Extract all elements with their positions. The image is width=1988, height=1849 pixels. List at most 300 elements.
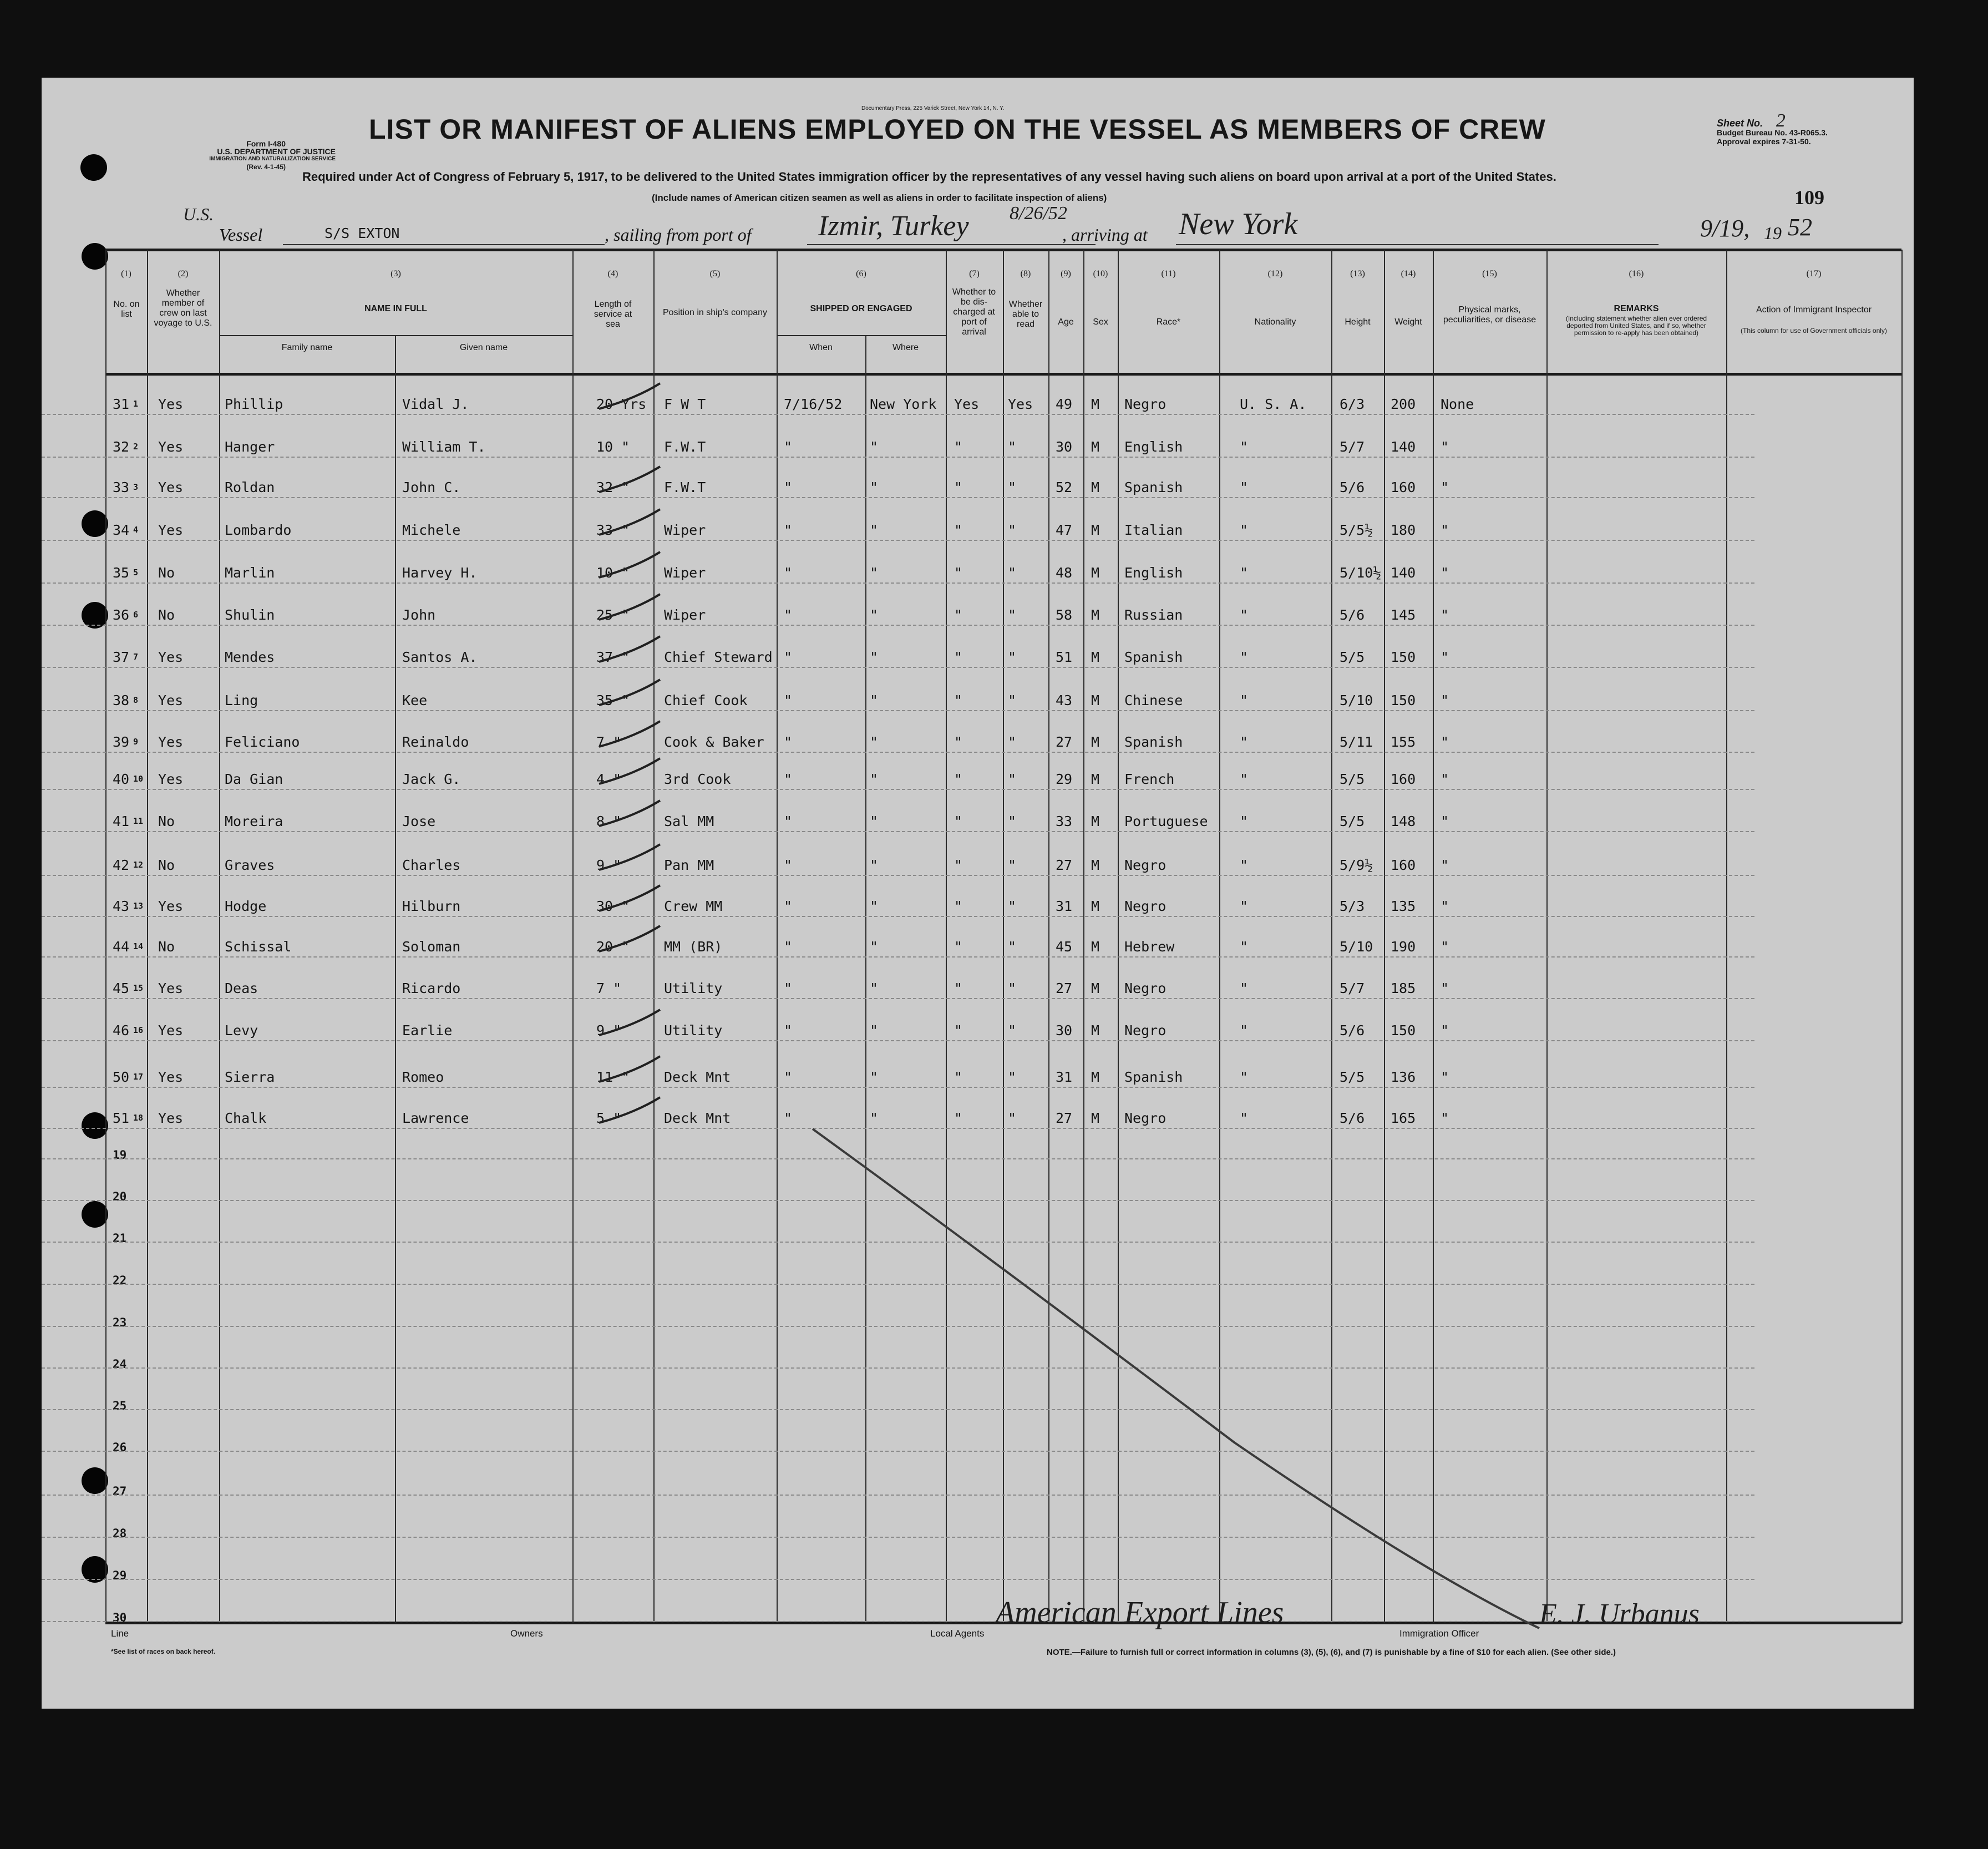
family-name: Hanger (225, 439, 275, 455)
list-number: 31 (113, 396, 130, 412)
family-name: Levy (225, 1022, 258, 1039)
weight: 185 (1391, 980, 1416, 996)
col-12-label: Nationality (1254, 317, 1296, 327)
length-of-service: 8 " (596, 813, 622, 829)
physical-marks: " (1441, 771, 1449, 787)
given-name: Hilburn (402, 898, 461, 914)
page-title: LIST OR MANIFEST OF ALIENS EMPLOYED ON THE VESSEL AS MEMBERS OF CREW (369, 114, 1546, 145)
col-5-number: (5) (709, 269, 721, 278)
crew-member-last-voyage: Yes (158, 898, 184, 914)
physical-marks: " (1441, 479, 1449, 495)
shipped-where: " (870, 939, 879, 955)
sex: M (1091, 479, 1100, 495)
age: 30 (1056, 1022, 1073, 1039)
shipped-where: " (870, 857, 879, 873)
race: Negro (1124, 857, 1167, 873)
weight: 148 (1391, 813, 1416, 829)
age: 43 (1056, 692, 1073, 708)
family-name: Moreira (225, 813, 283, 829)
able-to-read: " (1008, 939, 1017, 955)
nationality: " (1240, 939, 1249, 955)
height: 5/10 (1340, 939, 1373, 955)
list-number: 32 (113, 439, 130, 455)
able-to-read: Yes (1008, 396, 1033, 412)
col-3-sub-given: Given name (459, 343, 508, 352)
blank-line-number: 25 (113, 1399, 127, 1412)
discharged-at-arrival: " (954, 479, 963, 495)
age: 49 (1056, 396, 1073, 412)
shipped-where: " (870, 565, 879, 581)
length-of-service: 7 " (596, 734, 622, 750)
race: Spanish (1124, 649, 1183, 665)
age: 58 (1056, 607, 1073, 623)
sail-date: 8/26/52 (1010, 203, 1067, 224)
col-8-number: (8) (1020, 269, 1031, 278)
length-of-service: 5 " (596, 1110, 622, 1126)
shipped-when: " (784, 857, 793, 873)
family-name: Mendes (225, 649, 275, 665)
race: Russian (1124, 607, 1183, 623)
weight: 135 (1391, 898, 1416, 914)
height: 5/6 (1340, 479, 1365, 495)
length-of-service: 30 " (596, 898, 630, 914)
physical-marks: " (1441, 857, 1449, 873)
able-to-read: " (1008, 1110, 1017, 1126)
nationality: " (1240, 898, 1249, 914)
vessel-prefix-mark: U.S. (183, 204, 214, 224)
position-in-company: Wiper (664, 607, 706, 623)
weight: 150 (1391, 692, 1416, 708)
original-line-number: 7 (133, 652, 139, 662)
discharged-at-arrival: " (954, 1110, 963, 1126)
position-in-company: F W T (664, 396, 706, 412)
able-to-read: " (1008, 980, 1017, 996)
crew-member-last-voyage: Yes (158, 522, 184, 538)
list-number: 34 (113, 522, 130, 538)
col-3-sub-family: Family name (281, 343, 333, 352)
position-in-company: MM (BR) (664, 939, 723, 955)
shipped-when: 7/16/52 (784, 396, 843, 412)
port-to: New York (1179, 207, 1298, 241)
sex: M (1091, 939, 1100, 955)
family-name: Sierra (225, 1069, 275, 1085)
blank-line-number: 20 (113, 1190, 127, 1203)
col-17-label: Action of Immigrant Inspector (1756, 305, 1872, 315)
sailing-label: , sailing from port of (605, 225, 752, 245)
age: 27 (1056, 1110, 1073, 1126)
position-in-company: Utility (664, 1022, 723, 1039)
position-in-company: Cook & Baker (664, 734, 764, 750)
able-to-read: " (1008, 607, 1017, 623)
family-name: Phillip (225, 396, 283, 412)
col-9-label: Age (1058, 317, 1074, 327)
original-line-number: 4 (133, 525, 139, 535)
position-in-company: 3rd Cook (664, 771, 731, 787)
arrival-date: 9/19, (1700, 215, 1750, 242)
list-number: 40 (113, 771, 130, 787)
original-line-number: 2 (133, 442, 139, 452)
race: Negro (1124, 1022, 1167, 1039)
col-15-label: Physical marks, peculiarities, or disease (1443, 305, 1536, 325)
sex: M (1091, 857, 1100, 873)
shipped-when: " (784, 813, 793, 829)
list-number: 37 (113, 649, 130, 665)
original-line-number: 16 (133, 1025, 144, 1035)
arriving-label: , arriving at (1062, 225, 1148, 245)
position-in-company: F.W.T (664, 479, 706, 495)
col-8-label: Whether able to read (1008, 300, 1043, 329)
vessel-name: S/S EXTON (324, 225, 400, 241)
sheet-number: 2 (1776, 110, 1786, 131)
length-of-service: 37 " (596, 649, 630, 665)
position-in-company: Deck Mnt (664, 1069, 731, 1085)
col-4-label: Length of service at sea (594, 300, 632, 329)
crew-member-last-voyage: Yes (158, 734, 184, 750)
family-name: Deas (225, 980, 258, 996)
family-name: Da Gian (225, 771, 283, 787)
position-in-company: Sal MM (664, 813, 714, 829)
list-number: 51 (113, 1110, 130, 1126)
shipped-when: " (784, 898, 793, 914)
col-7-label: Whether to be dis-charged at port of arrival (952, 287, 996, 337)
given-name: Lawrence (402, 1110, 469, 1126)
sex: M (1091, 396, 1100, 412)
height: 5/7 (1340, 439, 1365, 455)
approval-expiry: Approval expires 7-31-50. (1717, 137, 1811, 146)
physical-marks: " (1441, 980, 1449, 996)
height: 6/3 (1340, 396, 1365, 412)
position-in-company: Deck Mnt (664, 1110, 731, 1126)
family-name: Roldan (225, 479, 275, 495)
col-1-number: (1) (121, 269, 131, 278)
col-6-sub-where: Where (892, 343, 919, 352)
race: Negro (1124, 396, 1167, 412)
age: 29 (1056, 771, 1073, 787)
nationality: " (1240, 1022, 1249, 1039)
blank-line-number: 28 (113, 1527, 127, 1540)
col-10-number: (10) (1093, 269, 1108, 278)
col-14-label: Weight (1394, 317, 1422, 327)
race: Hebrew (1124, 939, 1175, 955)
family-name: Schissal (225, 939, 292, 955)
blank-line-number: 21 (113, 1232, 127, 1245)
col-6-number: (6) (856, 269, 866, 278)
able-to-read: " (1008, 522, 1017, 538)
height: 5/5½ (1340, 522, 1373, 538)
race: Spanish (1124, 1069, 1183, 1085)
height: 5/6 (1340, 607, 1365, 623)
height: 5/5 (1340, 813, 1365, 829)
list-number: 41 (113, 813, 130, 829)
original-line-number: 18 (133, 1113, 144, 1123)
discharged-at-arrival: " (954, 565, 963, 581)
crew-member-last-voyage: Yes (158, 980, 184, 996)
shipped-where: " (870, 479, 879, 495)
given-name: Earlie (402, 1022, 453, 1039)
line-label: Line (111, 1628, 129, 1639)
length-of-service: 10 " (596, 439, 630, 455)
physical-marks: " (1441, 813, 1449, 829)
physical-marks: " (1441, 1069, 1449, 1085)
list-number: 39 (113, 734, 130, 750)
crew-member-last-voyage: No (158, 813, 175, 829)
blank-line-number: 29 (113, 1569, 127, 1582)
sex: M (1091, 522, 1100, 538)
height: 5/5 (1340, 649, 1365, 665)
crew-member-last-voyage: Yes (158, 439, 184, 455)
list-number: 35 (113, 565, 130, 581)
crew-member-last-voyage: Yes (158, 649, 184, 665)
shipped-when: " (784, 522, 793, 538)
age: 51 (1056, 649, 1073, 665)
physical-marks: " (1441, 649, 1449, 665)
physical-marks: " (1441, 898, 1449, 914)
col-9-number: (9) (1061, 269, 1071, 278)
age: 52 (1056, 479, 1073, 495)
blank-line-number: 22 (113, 1274, 127, 1287)
blank-line-number: 26 (113, 1441, 127, 1454)
nationality: " (1240, 1069, 1249, 1085)
sex: M (1091, 771, 1100, 787)
discharged-at-arrival: " (954, 649, 963, 665)
list-number: 44 (113, 939, 130, 955)
given-name: Soloman (402, 939, 461, 955)
officer-label: Immigration Officer (1399, 1628, 1479, 1639)
weight: 160 (1391, 479, 1416, 495)
length-of-service: 32 " (596, 479, 630, 495)
age: 31 (1056, 898, 1073, 914)
crew-member-last-voyage: No (158, 565, 175, 581)
length-of-service: 33 " (596, 522, 630, 538)
family-name: Marlin (225, 565, 275, 581)
discharged-at-arrival: " (954, 692, 963, 708)
col-2-number: (2) (178, 269, 189, 278)
nationality: " (1240, 607, 1249, 623)
shipped-where: " (870, 813, 879, 829)
able-to-read: " (1008, 857, 1017, 873)
list-number: 43 (113, 898, 130, 914)
discharged-at-arrival: " (954, 522, 963, 538)
race: Portuguese (1124, 813, 1208, 829)
physical-marks: " (1441, 522, 1449, 538)
able-to-read: " (1008, 734, 1017, 750)
given-name: Vidal J. (402, 396, 469, 412)
sex: M (1091, 1110, 1100, 1126)
crew-member-last-voyage: Yes (158, 1110, 184, 1126)
weight: 160 (1391, 771, 1416, 787)
physical-marks: " (1441, 565, 1449, 581)
crew-member-last-voyage: Yes (158, 479, 184, 495)
col-12-number: (12) (1267, 269, 1283, 278)
col-3-number: (3) (390, 269, 401, 278)
length-of-service: 11 " (596, 1069, 630, 1085)
age: 27 (1056, 857, 1073, 873)
weight: 165 (1391, 1110, 1416, 1126)
crew-member-last-voyage: Yes (158, 692, 184, 708)
original-line-number: 3 (133, 482, 139, 492)
owners-label: Owners (510, 1628, 543, 1639)
sex: M (1091, 734, 1100, 750)
position-in-company: Wiper (664, 565, 706, 581)
col-5-label: Position in ship's company (662, 308, 768, 317)
height: 5/7 (1340, 980, 1365, 996)
family-name: Hodge (225, 898, 267, 914)
height: 5/10½ (1340, 565, 1382, 581)
weight: 145 (1391, 607, 1416, 623)
cancel-stroke (813, 1129, 1539, 1628)
original-line-number: 11 (133, 816, 144, 826)
form-number: Form I-480 (246, 139, 286, 148)
height: 5/9½ (1340, 857, 1373, 873)
discharged-at-arrival: Yes (954, 396, 980, 412)
col-16-label: REMARKS (1614, 304, 1659, 313)
agents-label: Local Agents (930, 1628, 985, 1639)
physical-marks: " (1441, 439, 1449, 455)
shipped-when: " (784, 607, 793, 623)
given-name: William T. (402, 439, 486, 455)
list-number: 42 (113, 857, 130, 873)
able-to-read: " (1008, 649, 1017, 665)
race: French (1124, 771, 1175, 787)
given-name: Ricardo (402, 980, 461, 996)
race: English (1124, 565, 1183, 581)
able-to-read: " (1008, 565, 1017, 581)
given-name: Michele (402, 522, 461, 538)
manifest-sheet (42, 78, 1914, 1709)
original-line-number: 6 (133, 610, 139, 620)
col-17-note: (This column for use of Government officials only) (1741, 327, 1887, 335)
sex: M (1091, 813, 1100, 829)
length-of-service: 7 " (596, 980, 622, 996)
printer-imprint: Documentary Press, 225 Varick Street, New York 14, N. Y. (861, 105, 1005, 112)
length-of-service: 9 " (596, 1022, 622, 1039)
height: 5/3 (1340, 898, 1365, 914)
blank-line-number: 27 (113, 1485, 127, 1498)
length-of-service: 9 " (596, 857, 622, 873)
age: 27 (1056, 734, 1073, 750)
shipped-when: " (784, 649, 793, 665)
officer-signature: E. J. Urbanus (1539, 1598, 1700, 1630)
race: Negro (1124, 980, 1167, 996)
able-to-read: " (1008, 1069, 1017, 1085)
port-from: Izmir, Turkey (818, 210, 969, 242)
weight: 150 (1391, 649, 1416, 665)
sex: M (1091, 565, 1100, 581)
height: 5/6 (1340, 1110, 1365, 1126)
shipped-when: " (784, 565, 793, 581)
blank-line-number: 24 (113, 1357, 127, 1371)
vessel-label: Vessel (219, 225, 263, 245)
crew-member-last-voyage: No (158, 857, 175, 873)
weight: 160 (1391, 857, 1416, 873)
age: 31 (1056, 1069, 1073, 1085)
nationality: " (1240, 439, 1249, 455)
legal-requirement: Required under Act of Congress of February 5, 1917, to be delivered to the United States immigration officer by the representatives of any vessel having such aliens on board upon arrival at a port of the United States. (302, 170, 1556, 184)
nationality: " (1240, 771, 1249, 787)
position-in-company: Utility (664, 980, 723, 996)
blank-line-number: 23 (113, 1316, 127, 1329)
physical-marks: " (1441, 939, 1449, 955)
nationality: " (1240, 857, 1249, 873)
col-2-label: Whether member of crew on last voyage to U.S. (154, 288, 212, 328)
nationality: " (1240, 813, 1249, 829)
race: Negro (1124, 1110, 1167, 1126)
budget-bureau: Budget Bureau No. 43-R065.3. (1717, 128, 1828, 137)
family-name: Chalk (225, 1110, 267, 1126)
position-in-company: F.W.T (664, 439, 706, 455)
blank-line-number: 19 (113, 1148, 127, 1162)
physical-marks: " (1441, 1022, 1449, 1039)
physical-marks: None (1441, 396, 1474, 412)
shipped-where: " (870, 771, 879, 787)
col-15-number: (15) (1482, 269, 1497, 278)
crew-member-last-voyage: No (158, 607, 175, 623)
col-16-note: (Including statement whether alien ever ordered deported from United States, and if so, whether permission to re-apply has been obtained) (1565, 315, 1707, 337)
nationality: " (1240, 479, 1249, 495)
inclusion-note: (Include names of American citizen seamen as well as aliens in order to facilitate inspection of aliens) (652, 193, 1107, 203)
family-name: Lombardo (225, 522, 292, 538)
crew-member-last-voyage: Yes (158, 396, 184, 412)
col-4-number: (4) (607, 269, 618, 278)
service-name: IMMIGRATION AND NATURALIZATION SERVICE (209, 156, 336, 162)
shipped-where: " (870, 439, 879, 455)
shipped-where: " (870, 980, 879, 996)
list-number: 45 (113, 980, 130, 996)
year-prefix: 19 (1764, 223, 1782, 243)
shipped-where: " (870, 1069, 879, 1085)
list-number: 33 (113, 479, 130, 495)
shipped-when: " (784, 439, 793, 455)
physical-marks: " (1441, 1110, 1449, 1126)
able-to-read: " (1008, 813, 1017, 829)
list-number: 50 (113, 1069, 130, 1085)
nationality: " (1240, 734, 1249, 750)
discharged-at-arrival: " (954, 980, 963, 996)
col-7-number: (7) (969, 269, 980, 278)
original-line-number: 8 (133, 695, 139, 705)
shipped-where: " (870, 1022, 879, 1039)
original-line-number: 15 (133, 983, 144, 993)
weight: 155 (1391, 734, 1416, 750)
position-in-company: Pan MM (664, 857, 714, 873)
height: 5/10 (1340, 692, 1373, 708)
shipped-when: " (784, 771, 793, 787)
col-6-sub-when: When (809, 343, 833, 352)
race: Chinese (1124, 692, 1183, 708)
length-of-service: 20 " (596, 939, 630, 955)
sex: M (1091, 1069, 1100, 1085)
discharged-at-arrival: " (954, 857, 963, 873)
weight: 190 (1391, 939, 1416, 955)
original-line-number: 13 (133, 901, 144, 911)
cancel-line (42, 78, 1914, 1709)
given-name: Santos A. (402, 649, 478, 665)
shipped-when: " (784, 1069, 793, 1085)
crew-member-last-voyage: Yes (158, 1022, 184, 1039)
race: English (1124, 439, 1183, 455)
year: 52 (1788, 214, 1812, 241)
col-1-label: No. on list (113, 300, 140, 319)
position-in-company: Crew MM (664, 898, 723, 914)
shipped-where: " (870, 734, 879, 750)
shipped-where: New York (870, 396, 937, 412)
nationality: U. S. A. (1240, 396, 1307, 412)
page-number: 109 (1794, 186, 1824, 209)
length-of-service: 25 " (596, 607, 630, 623)
family-name: Shulin (225, 607, 275, 623)
length-of-service: 35 " (596, 692, 630, 708)
shipped-where: " (870, 1110, 879, 1126)
